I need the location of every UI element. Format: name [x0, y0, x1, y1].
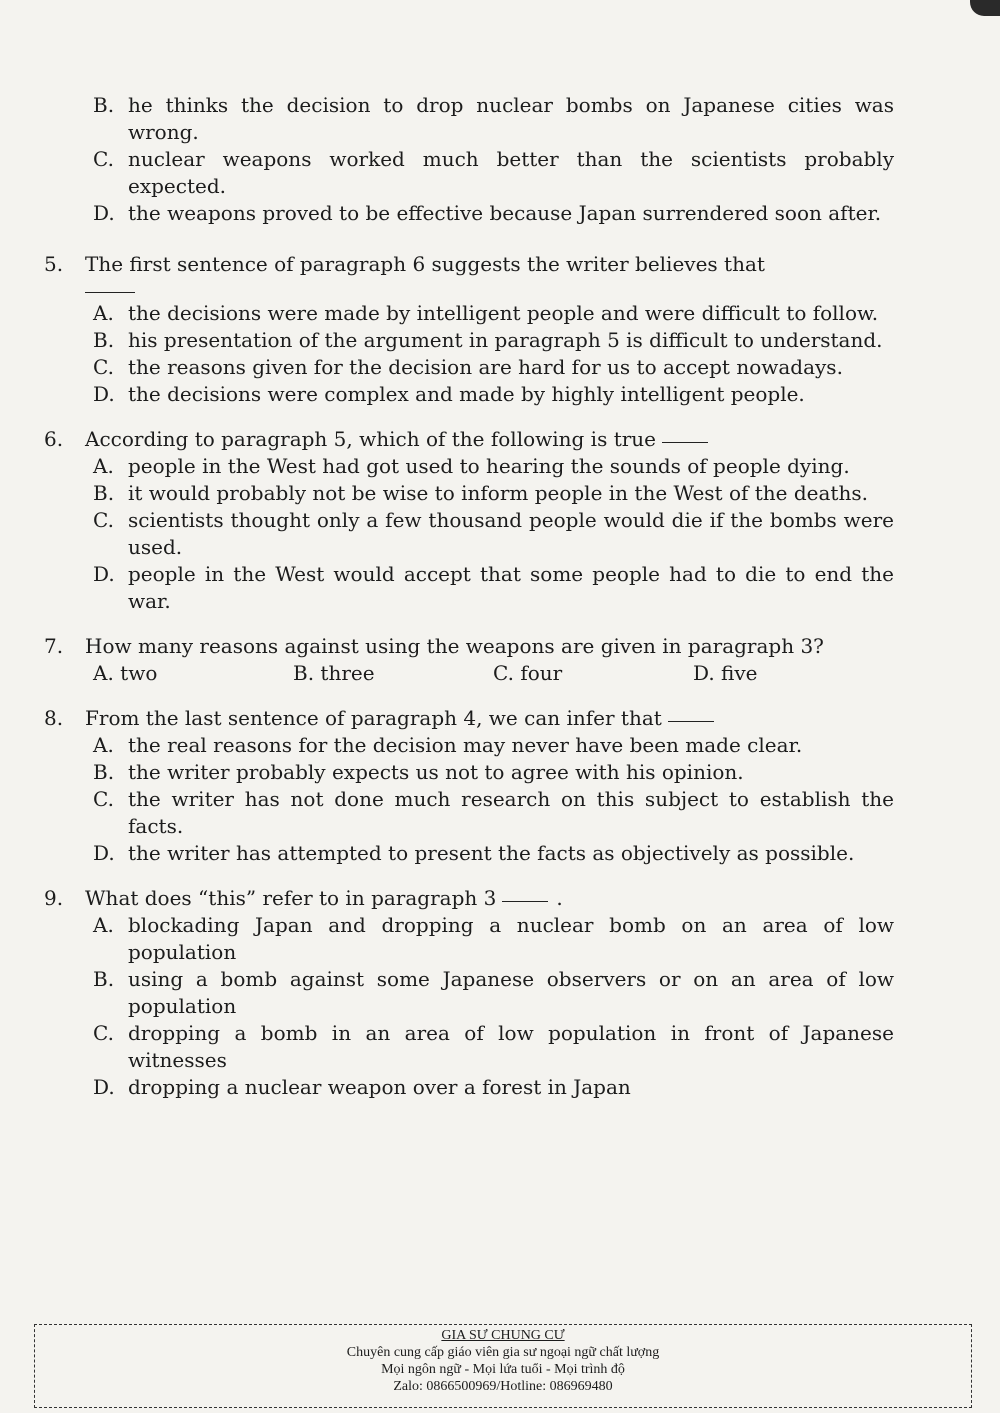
- option-letter: A.: [93, 301, 114, 325]
- option-text: dropping a nuclear weapon over a forest in Japan: [128, 1075, 631, 1099]
- option-d: [93, 561, 894, 615]
- option-b: [93, 759, 894, 786]
- option-text: blockading Japan and dropping a nuclear bomb on an area of low population: [128, 913, 894, 964]
- question-stem: From the last sentence of paragraph 4, we can infer that: [85, 706, 662, 730]
- option-d: [93, 840, 894, 867]
- question-stem-row: [85, 885, 894, 912]
- option-a: [93, 453, 894, 480]
- option-text: people in the West would accept that some people had to die to end the war.: [128, 562, 894, 613]
- option-text: the weapons proved to be effective because Japan surrendered soon after.: [128, 201, 882, 225]
- option-c: [493, 660, 693, 687]
- option-text: scientists thought only a few thousand people would die if the bombs were used.: [128, 508, 894, 559]
- inline-options: [93, 660, 894, 687]
- option-d: [93, 200, 894, 227]
- question-number: 8.: [44, 706, 64, 730]
- option-letter: B.: [93, 967, 115, 991]
- option-text: people in the West had got used to hearing the sounds of people dying.: [128, 454, 850, 478]
- answer-blank[interactable]: [85, 292, 135, 293]
- option-text: three: [320, 661, 375, 685]
- option-letter: C.: [93, 355, 114, 379]
- option-b: [93, 480, 894, 507]
- option-text: nuclear weapons worked much better than the scientists probably expected.: [128, 147, 894, 198]
- option-text: the decisions were complex and made by highly intelligent people.: [128, 382, 805, 406]
- option-text: five: [721, 661, 758, 685]
- option-letter: A.: [93, 454, 114, 478]
- stem-suffix: .: [556, 886, 563, 910]
- option-text: the writer has attempted to present the facts as objectively as possible.: [128, 841, 855, 865]
- answer-blank[interactable]: [662, 442, 708, 443]
- question-4-continuation: [44, 92, 894, 227]
- option-b: [93, 327, 894, 354]
- option-a: [93, 300, 894, 327]
- footer-line-2: Mọi ngôn ngữ - Mọi lứa tuổi - Mọi trình độ: [381, 1362, 625, 1377]
- option-letter: B.: [293, 661, 315, 685]
- option-letter: B.: [93, 481, 115, 505]
- option-letter: D.: [693, 661, 715, 685]
- option-a: [93, 732, 894, 759]
- option-c: [93, 146, 894, 200]
- option-c: [93, 354, 894, 381]
- option-c: [93, 786, 894, 840]
- option-letter: D.: [93, 382, 115, 406]
- option-d: [93, 381, 894, 408]
- option-text: four: [520, 661, 563, 685]
- option-text: the decisions were made by intelligent people and were difficult to follow.: [128, 301, 879, 325]
- option-b: [93, 92, 894, 146]
- option-letter: D.: [93, 841, 115, 865]
- question-stem: The first sentence of paragraph 6 suggests the writer believes that: [85, 252, 765, 276]
- question-stem-row: [85, 426, 894, 453]
- question-number: 6.: [44, 427, 64, 451]
- question-number: 5.: [44, 252, 64, 276]
- option-text: the writer has not done much research on this subject to establish the facts.: [128, 787, 894, 838]
- worksheet-page: [44, 92, 894, 1119]
- option-letter: D.: [93, 562, 115, 586]
- option-text: he thinks the decision to drop nuclear bombs on Japanese cities was wrong.: [128, 93, 894, 144]
- question-stem: What does “this” refer to in paragraph 3: [85, 886, 497, 910]
- question-number: 9.: [44, 886, 64, 910]
- option-a: [93, 912, 894, 966]
- footer-line-1: Chuyên cung cấp giáo viên gia sư ngoại ngữ chất lượng: [346, 1345, 660, 1360]
- option-letter: A.: [93, 733, 114, 757]
- option-text: dropping a bomb in an area of low population in front of Japanese witnesses: [128, 1021, 894, 1072]
- option-a: [93, 660, 293, 687]
- option-letter: C.: [93, 508, 114, 532]
- option-letter: B.: [93, 328, 115, 352]
- option-letter: D.: [93, 201, 115, 225]
- option-letter: B.: [93, 93, 115, 117]
- option-text: his presentation of the argument in paragraph 5 is difficult to understand.: [128, 328, 883, 352]
- question-5: [44, 251, 894, 408]
- option-letter: A.: [93, 661, 114, 685]
- page-corner-shadow: [970, 0, 1000, 16]
- option-letter: A.: [93, 913, 114, 937]
- option-b: [93, 966, 894, 1020]
- option-text: the real reasons for the decision may never have been made clear.: [128, 733, 803, 757]
- option-text: it would probably not be wise to inform people in the West of the deaths.: [128, 481, 868, 505]
- option-c: [93, 507, 894, 561]
- option-letter: C.: [93, 1021, 114, 1045]
- option-d: [93, 1074, 894, 1101]
- question-stem-row: [85, 705, 894, 732]
- answer-blank[interactable]: [668, 721, 714, 722]
- question-9: [44, 885, 894, 1101]
- option-d: [693, 660, 893, 687]
- option-letter: C.: [93, 787, 114, 811]
- question-8: [44, 705, 894, 867]
- footer-advert-box: [34, 1324, 972, 1408]
- option-text: using a bomb against some Japanese observers or on an area of low population: [128, 967, 894, 1018]
- footer-line-3: Zalo: 0866500969/Hotline: 086969480: [393, 1379, 613, 1394]
- answer-blank[interactable]: [502, 901, 548, 902]
- option-letter: C.: [93, 147, 114, 171]
- question-6: [44, 426, 894, 615]
- answer-blank-row: [85, 278, 894, 300]
- option-letter: B.: [93, 760, 115, 784]
- option-text: two: [120, 661, 158, 685]
- option-text: the writer probably expects us not to agree with his opinion.: [128, 760, 744, 784]
- option-text: the reasons given for the decision are hard for us to accept nowadays.: [128, 355, 843, 379]
- question-stem: According to paragraph 5, which of the following is true: [85, 427, 657, 451]
- footer-title: GIA SƯ CHUNG CƯ: [441, 1328, 565, 1343]
- option-letter: D.: [93, 1075, 115, 1099]
- question-number: 7.: [44, 634, 64, 658]
- question-stem: How many reasons against using the weapons are given in paragraph 3?: [85, 634, 824, 658]
- option-letter: C.: [493, 661, 514, 685]
- question-7: [44, 633, 894, 687]
- option-c: [93, 1020, 894, 1074]
- option-b: [293, 660, 493, 687]
